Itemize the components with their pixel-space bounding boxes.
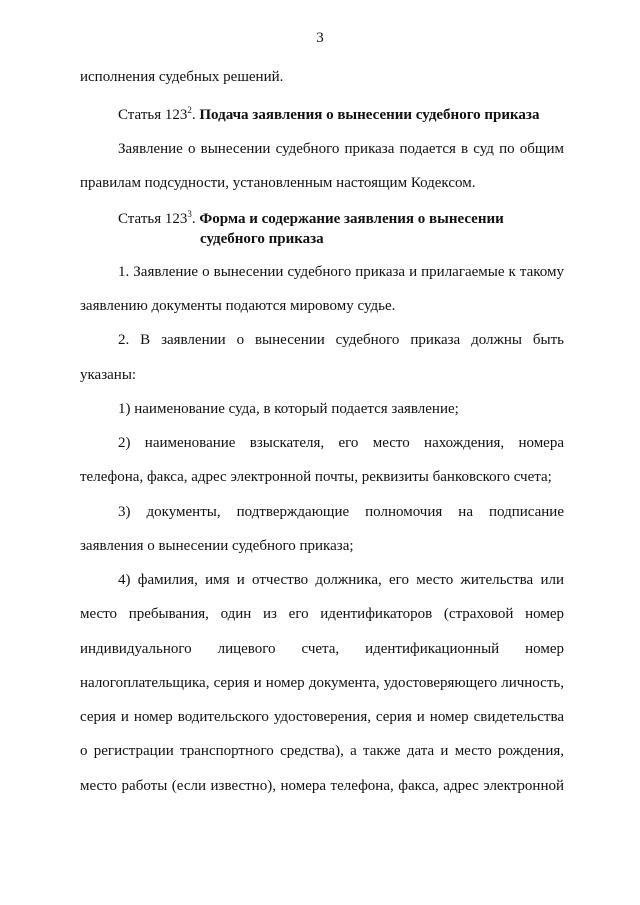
text-line: заявления о вынесении судебного приказа; (80, 538, 354, 554)
text-line: исполнения судебных решений. (80, 69, 284, 85)
article-title: Форма и содержание заявления о вынесении (199, 211, 504, 227)
article-heading-123-3: Статья $123^3$. Форма и содержание заявления о вынесении (118, 209, 504, 227)
text-line: 1) наименование суда, в который подается заявление; (118, 401, 459, 417)
text-line: указаны: (80, 367, 137, 383)
article-title-continued: судебного приказа (200, 231, 324, 247)
text-line: место пребывания, один из его идентификаторов (страховой номер (80, 606, 564, 622)
text-line: 2. В заявлении о вынесении судебного приказа должны быть (118, 332, 564, 348)
text-line: место работы (если известно), номера телефона, факса, адрес электронной (80, 778, 564, 794)
text-line: правилам подсудности, установленным настоящим Кодексом. (80, 175, 476, 191)
page-number: 3 (316, 30, 324, 46)
article-title: Подача заявления о вынесении судебного приказа (199, 107, 540, 123)
text-line: телефона, факса, адрес электронной почты, реквизиты банковского счета; (80, 469, 552, 485)
text-line: налогоплательщика, серия и номер документа, удостоверяющего личность, (80, 675, 564, 691)
article-superscript: 3 (187, 209, 192, 219)
text-line: индивидуального лицевого счета, идентификационный номер (80, 641, 564, 657)
text-line: 3) документы, подтверждающие полномочия на подписание (118, 504, 564, 520)
text-line: серия и номер водительского удостоверения, серия и номер свидетельства (80, 709, 564, 725)
text-line: 2) наименование взыскателя, его место нахождения, номера (118, 435, 564, 451)
text-line: 4) фамилия, имя и отчество должника, его место жительства или (118, 572, 564, 588)
article-heading-123-2: Статья $123^2$. Подача заявления о вынесении судебного приказа (118, 105, 540, 123)
text-line: о регистрации транспортного средства), а также дата и место рождения, (80, 743, 564, 759)
text-line: 1. Заявление о вынесении судебного приказа и прилагаемые к такому (118, 264, 564, 280)
text-line: заявлению документы подаются мировому судье. (80, 298, 396, 314)
article-number: Статья 123 (118, 211, 188, 227)
article-superscript: 2 (187, 105, 192, 115)
text-line: Заявление о вынесении судебного приказа подается в суд по общим (118, 141, 564, 157)
article-number: Статья 123 (118, 107, 188, 123)
